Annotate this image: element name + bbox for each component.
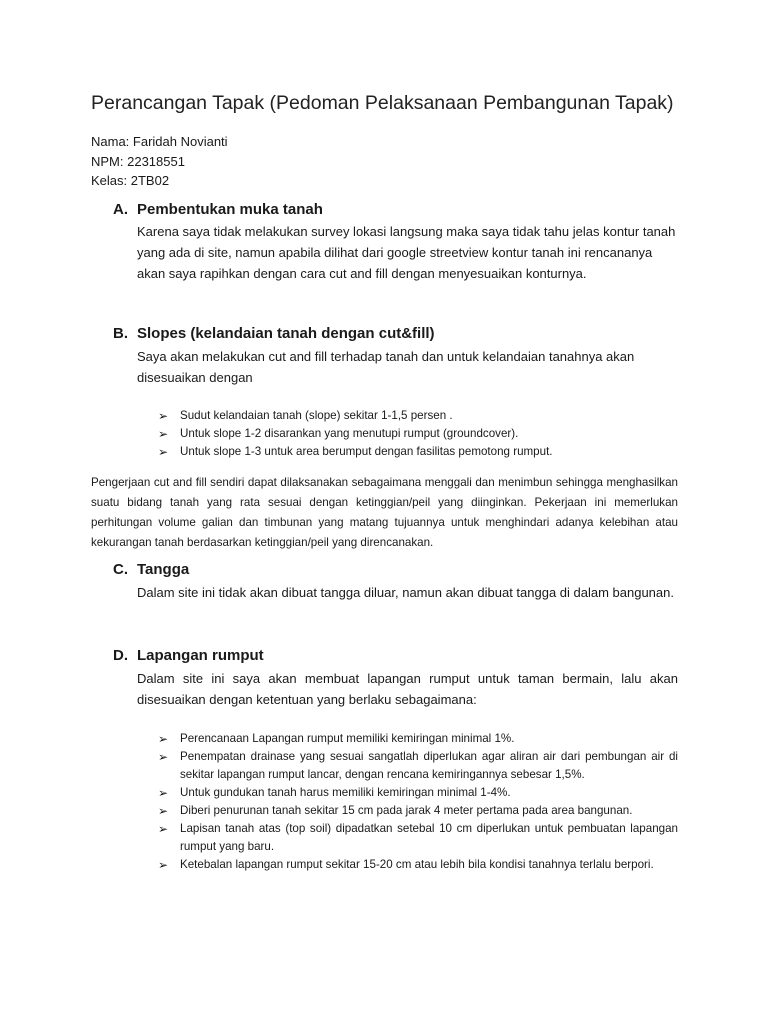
arrow-bullet-icon: ➢ bbox=[158, 445, 169, 459]
arrow-bullet-icon: ➢ bbox=[158, 409, 169, 423]
section-c-letter: C. bbox=[113, 561, 128, 578]
section-b-text: Saya akan melakukan cut and fill terhadap tanah dan untuk kelandaian tanahnya akan disesuaikan dengan bbox=[137, 349, 635, 385]
section-a-title: Pembentukan muka tanah bbox=[137, 201, 323, 218]
list-item: ➢ Ketebalan lapangan rumput sekitar 15-20 cm atau lebih bila kondisi tanahnya terlalu berpori. bbox=[158, 858, 654, 872]
section-d-letter: D. bbox=[113, 647, 128, 664]
cut-fill-paragraph: Pengerjaan cut and fill sendiri dapat dilaksanakan sebagaimana menggali dan menimbun sehingga menghasilkan suatu bidang tanah yang rata sesuai dengan ketinggian/peil yang diinginkan. Pekerjaan ini memerlukan perhitungan volume galian dan timbunan yang matang tujuannya untuk menghindari adanya kelebihan atau kekurangan tanah berdasarkan ketinggian/peil yang direncanakan. bbox=[91, 476, 678, 549]
arrow-bullet-icon: ➢ bbox=[158, 858, 169, 872]
section-d-text: Dalam site ini saya akan membuat lapangan rumput untuk taman bermain, lalu akan disesuaikan dengan ketentuan yang berlaku sebagaimana: bbox=[137, 671, 678, 707]
list-item: ➢ Untuk slope 1-2 disarankan yang menutupi rumput (groundcover). bbox=[158, 427, 519, 441]
section-d-bullet-list bbox=[158, 730, 678, 874]
section-c-text: Dalam site ini tidak akan dibuat tangga diluar, namun akan dibuat tangga di dalam bangunan. bbox=[137, 585, 674, 600]
list-item: ➢ Perencanaan Lapangan rumput memiliki kemiringan minimal 1%. bbox=[158, 732, 515, 746]
document-title: Perancangan Tapak (Pedoman Pelaksanaan Pembangunan Tapak) bbox=[91, 92, 674, 114]
student-npm: NPM: 22318551 bbox=[91, 153, 185, 169]
list-item: ➢ Diberi penurunan tanah sekitar 15 cm pada jarak 4 meter pertama pada area bangunan. bbox=[158, 804, 633, 818]
list-item: ➢ Lapisan tanah atas (top soil) dipadatkan setebal 10 cm diperlukan untuk pembuatan lapangan rumput yang baru. bbox=[158, 822, 678, 853]
arrow-bullet-icon: ➢ bbox=[158, 822, 169, 836]
arrow-bullet-icon: ➢ bbox=[158, 786, 169, 800]
list-item: ➢ Untuk slope 1-3 untuk area berumput dengan fasilitas pemotong rumput. bbox=[158, 445, 553, 459]
arrow-bullet-icon: ➢ bbox=[158, 804, 169, 818]
section-b-bullet-list bbox=[158, 407, 678, 461]
list-item: ➢ Sudut kelandaian tanah (slope) sekitar 1-1,5 persen . bbox=[158, 409, 453, 423]
section-b-heading bbox=[113, 325, 435, 342]
student-info bbox=[91, 132, 228, 191]
section-c-title: Tangga bbox=[137, 561, 190, 578]
section-a-text: Karena saya tidak melakukan survey lokasi langsung maka saya tidak tahu jelas kontur tanah yang ada di site, namun apabila dilihat dari google streetview kontur tanah ini rencananya akan saya rapihkan dengan cara cut and fill dengan menyesuaikan konturnya. bbox=[137, 224, 676, 281]
arrow-bullet-icon: ➢ bbox=[158, 732, 169, 746]
section-a-heading bbox=[113, 201, 323, 218]
section-d-heading bbox=[113, 647, 264, 664]
list-item: ➢ Untuk gundukan tanah harus memiliki kemiringan minimal 1-4%. bbox=[158, 786, 511, 800]
student-name: Nama: Faridah Novianti bbox=[91, 134, 228, 149]
section-b-title: Slopes (kelandaian tanah dengan cut&fill) bbox=[137, 325, 435, 342]
list-item: ➢ Penempatan drainase yang sesuai sangatlah diperlukan agar aliran air dari pembungan air di sekitar lapangan rumput lancar, dengan rencana kemiringannya sebesar 1,5%. bbox=[158, 750, 678, 781]
arrow-bullet-icon: ➢ bbox=[158, 427, 169, 441]
section-d-title: Lapangan rumput bbox=[137, 647, 264, 664]
student-class: Kelas: 2TB02 bbox=[91, 173, 170, 188]
section-c-heading bbox=[113, 561, 189, 578]
section-a-letter: A. bbox=[113, 201, 128, 218]
section-b-letter: B. bbox=[113, 325, 128, 342]
arrow-bullet-icon: ➢ bbox=[158, 750, 169, 764]
